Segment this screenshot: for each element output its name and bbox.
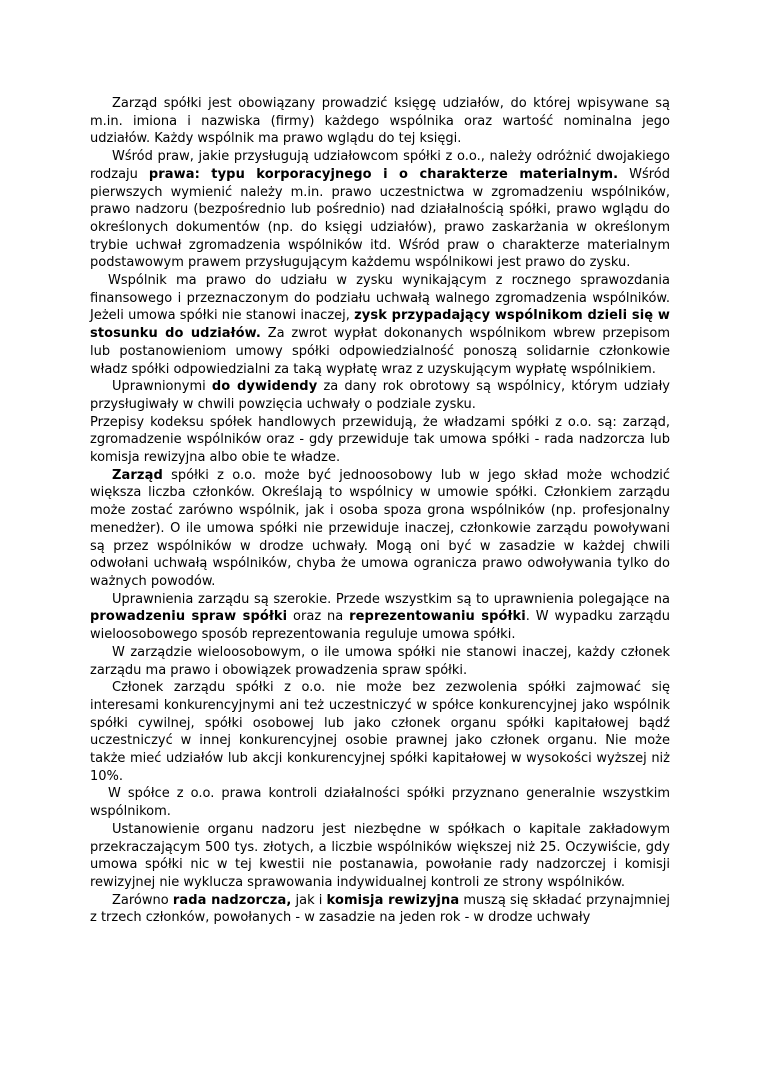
paragraph-share-ledger [90, 95, 670, 148]
bold-text-segment: do dywidendy [211, 379, 318, 395]
text-segment: Uprawnienia zarządu są szerokie. Przede wszystkim są to uprawnienia polegające na [112, 591, 670, 607]
paragraph-management-board [90, 467, 670, 591]
paragraph-multi-person-board [90, 644, 670, 679]
text-segment: Zarówno [112, 892, 173, 908]
paragraph-supervisory-body [90, 821, 670, 892]
paragraph-control-rights [90, 785, 670, 820]
paragraph-non-compete [90, 679, 670, 785]
text-segment: Za zwrot wypłat dokonanych wspólnikom wbrew przepisom lub postanowieniom umowy spółki odpowiedzialność ponoszą solidarnie członkowie władz spółki odpowiedzialni za taką wypłatę wraz z uzyskującym wypłatę wspólnikiem. [90, 326, 671, 377]
paragraph-board-composition [90, 892, 670, 927]
paragraph-board-powers [90, 591, 670, 644]
paragraph-shareholder-rights [90, 148, 670, 272]
text-segment: W spółce z o.o. prawa kontroli działalności spółki przyznano generalnie wszystkim wspólnikom. [90, 786, 670, 820]
bold-text-segment: komisja rewizyjna [326, 892, 460, 908]
text-segment: Ustanowienie organu nadzoru jest niezbędne w spółkach o kapitale zakładowym przekraczającym 500 tys. złotych, a liczbie wspólników większej niż 25. Oczywiście, gdy umowa spółki nic w tej kwestii nie postanawia, powołanie rady nadzorczej i komisji rewizyjnej nie wyklucza sprawowania indywidualnej kontroli ze strony wspólników. [90, 821, 670, 890]
text-segment: . W wypadku zarządu wieloosobowego sposób reprezentowania reguluje umowa spółki. [90, 609, 670, 643]
text-segment: Wśród pierwszych wymienić należy m.in. prawo uczestnictwa w zgromadzeniu wspólników, prawo nadzoru (bezpośrednio lub pośrednio) nad działalnością spółki, prawo wglądu do określonych dokumentów (np. do księgi udziałów), prawo zaskarżania w określonym trybie uchwał zgromadzenia wspólników itd. Wśród praw o charakterze materialnym podstawowym prawem przysługującym każdemu wspólnikowi jest prawo do zysku. [90, 166, 671, 271]
bold-text-segment: zysk przypadający wspólnikom dzieli się w stosunku do udziałów. [90, 308, 671, 342]
text-segment: spółki z o.o. może być jednoosobowy lub w jego skład może wchodzić większa liczba członków. Określają to wspólnicy w umowie spółki. Członkiem zarządu może zostać zarówno wspólnik, jak i osoba spoza grona wspólników (np. profesjonalny menedżer). O ile umowa spółki nie przewiduje inaczej, członkowie zarządu powoływani są przez wspólników w drodze uchwały. Mogą oni być w zasadzie w każdej chwili odwołani uchwałą wspólników, chyba że umowa ogranicza prawo odwoływania tylko do ważnych powodów. [90, 467, 670, 589]
text-segment: muszą się składać przynajmniej z trzech członków, powołanych - w zasadzie na jeden rok - w drodze uchwały [90, 892, 671, 926]
paragraph-dividend [90, 378, 670, 413]
document-page [90, 95, 670, 927]
text-segment: oraz na [287, 609, 350, 625]
bold-text-segment: reprezentowaniu spółki [349, 609, 526, 625]
text-segment: W zarządzie wieloosobowym, o ile umowa spółki nie stanowi inaczej, każdy członek zarządu ma prawo i obowiązek prowadzenia spraw spółki. [90, 644, 670, 678]
text-segment: Wśród praw, jakie przysługują udziałowcom spółki z o.o., należy odróżnić dwojakiego rodzaju [90, 149, 670, 182]
text-segment: Zarząd spółki jest obowiązany prowadzić księgę udziałów, do której wpisywane są m.in. imiona i nazwiska (firmy) każdego wspólnika oraz wartość nominalna jego udziałów. Każdy wspólnik ma prawo wglądu do tej księgi. [90, 96, 670, 147]
paragraph-profit-share [90, 272, 670, 378]
bold-text-segment: prawa: typu korporacyjnego i o charakterze materialnym. [148, 166, 619, 182]
text-segment: jak i [291, 892, 327, 908]
text-segment: Wspólnik ma prawo do udziału w zysku wynikającym z rocznego sprawozdania finansowego i przeznaczonym do podziału uchwałą walnego zgromadzenia wspólników. Jeżeli umowa spółki nie stanowi inaczej, [90, 273, 670, 324]
paragraph-company-authorities [90, 414, 670, 467]
text-segment: Członek zarządu spółki z o.o. nie może bez zezwolenia spółki zajmować się interesami konkurencyjnymi ani też uczestniczyć w spółce konkurencyjnej jako wspólnik spółki cywilnej, spółki osobowej lub jako członek organu spółki kapitałowej bądź uczestniczyć w innej konkurencyjnej osobie prawnej jako członek organu. Nie może także mieć udziałów lub akcji konkurencyjnej spółki kapitałowej w wysokości wyższej niż 10%. [90, 680, 670, 784]
text-segment: Przepisy kodeksu spółek handlowych przewidują, że władzami spółki z o.o. są: zarząd, zgromadzenie wspólników oraz - gdy przewiduje tak umowa spółki - rada nadzorcza lub komisja rewizyjna albo obie te władze. [90, 414, 670, 466]
text-segment: za dany rok obrotowy są wspólnicy, którym udziały przysługiwały w chwili powzięcia uchwały o podziale zysku. [90, 379, 671, 412]
bold-text-segment: prowadzeniu spraw spółki [90, 609, 288, 625]
text-segment: Uprawnionymi [112, 379, 212, 395]
bold-text-segment: rada nadzorcza, [172, 892, 292, 908]
bold-text-segment: Zarząd [112, 467, 163, 483]
